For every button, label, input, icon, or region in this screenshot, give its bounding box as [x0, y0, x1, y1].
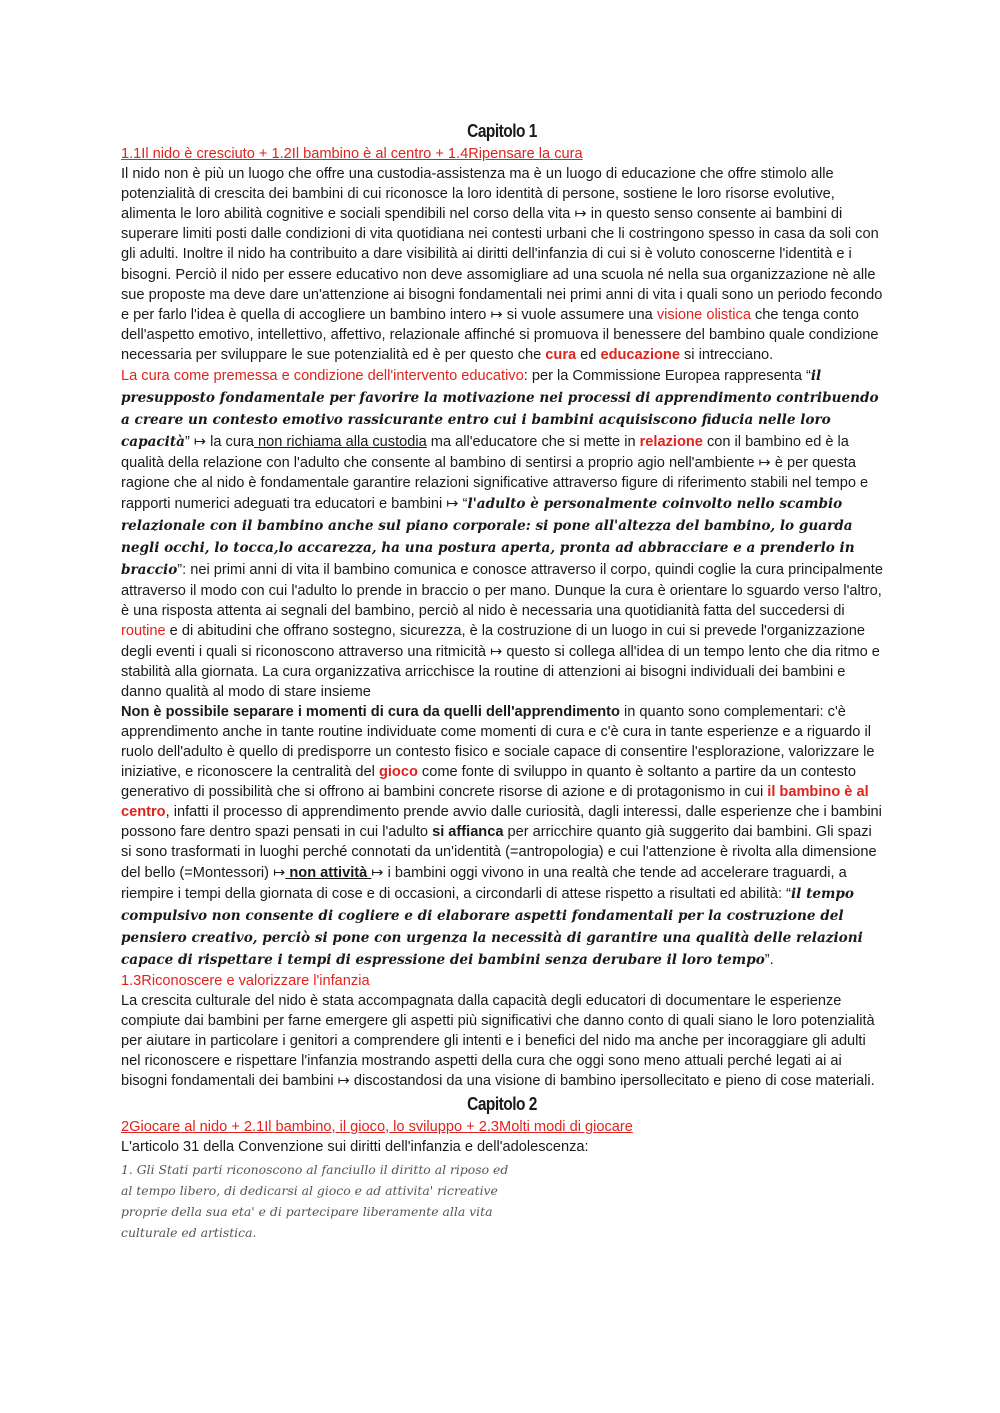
highlight-cura-premessa: La cura come premessa e condizione dell'intervento educativo [121, 368, 524, 385]
paragraph-2 [121, 365, 883, 702]
highlight-educazione: educazione [600, 346, 680, 363]
text-span: e di abitudini che offrano sostegno, sicurezza, è la costruzione di un luogo in cui si prevede l'organizzazione degli eventi i quali si riconoscono attraverso una ritmicità ↦ questo si collega all'idea di un tempo lento che dia ritmo e stabilità alla giornata. La cura organizzativa arricchisce la routine di attenzioni ai bisogni individuali dei bambini e danno qualità al modo di stare insieme [121, 623, 880, 700]
chapter-2-title: Capitolo 2 [467, 1094, 537, 1115]
highlight-cura: cura [545, 346, 577, 363]
text-span: Il nido non è più un luogo che offre una custodia-assistenza ma è un luogo di educazione che offre stimolo alle potenzialità di crescita dei bambini di cui riconosce la loro identità di persone, sostiene le loro risorse evolutive, alimenta le loro abilità cognitive e sociali spendibili nel corso della vita ↦ in questo senso consente ai bambini di superare limiti posti dalle condizioni di vita quotidiana nei contesti urbani che li costringono spesso in casa da soli con gli adulti. Inoltre il nido ha contribuito a dare visibilità ai diritti dell'infanzia di cui si è voluto conoscerne l'identità e i bisogni. Perciò il nido per essere educativo non deve assomigliare ad una scuola né nella sua organizzazione nè alle sue proposte ma deve dare un'attenzione ai bisogni fondamentali nei primi anni di vita i quali sono un periodo fecondo e per farlo l'idea è quella di accogliere un bambino intero ↦ si vuole assumere una [121, 166, 883, 323]
text-span: si intrecciano. [679, 346, 774, 363]
text-span: ma all'educatore che si mette in [426, 434, 640, 451]
paragraph-3 [121, 702, 883, 971]
text-span: ” ↦ la cura [184, 434, 254, 451]
document-content [121, 118, 883, 1243]
quote-commissione-europea: il presupposto fondamentale per favorire la motivazione nei processi di apprendimento contribuendo a creare un contesto emotivo rassicurante entro cui i bambini acquisiscono fiducia nelle loro capacità [121, 368, 879, 451]
text-span: che tenga conto dell'aspetto emotivo, intellettivo, affettivo, relazionale affinché si promuova il benessere del bambino quale condizione necessaria per sviluppare le sue potenzialità ed è per questo che [121, 306, 879, 363]
article-31-quote: 1. Gli Stati parti riconoscono al fanciullo il diritto al riposo ed al tempo libero, di dedicarsi al gioco e ad attivita' ricreative proprie della sua eta' e di partecipare liberamente alla vita culturale ed artistica. [121, 1162, 509, 1241]
text-span: come fonte di sviluppo in quanto è soltanto a partire da un contesto generativo di possibilità che si offrono ai bambini concrete risorse di azione e di protagonismo in cui [121, 764, 856, 801]
bold-non-possibile: Non è possibile separare i momenti di cura da quelli dell'apprendimento [121, 703, 620, 720]
text-span: , infatti il processo di apprendimento prende avvio dalle curiosità, dagli interessi, dalle esperienze che i bambini possono fare dentro spazi pensati in cui l'adulto [121, 804, 882, 841]
paragraph-1 [121, 164, 883, 365]
text-span: per arricchire quanto già suggerito dai bambini. Gli spazi si sono trasformati in luoghi perché connotati da un'identità (=antropologia) e cui l'attenzione è rivolta alla dimensione del bello (=Montessori) ↦ [121, 824, 877, 881]
quote-tempo-compulsivo: il tempo compulsivo non consente di cogliere e di elaborare aspetti fondamentali per la costruzione del pensiero creativo, perciò si pone con urgenza la necessità di garantire una qualità delle relazioni capace di rispettare i tempi di espressione dei bambini senza derubare il loro tempo [121, 885, 863, 968]
underline-non-attivita: non attività [285, 864, 372, 881]
bold-si-affianca: si affianca [432, 824, 504, 841]
chapter-1-heading: 1.1Il nido è cresciuto + 1.2Il bambino è al centro + 1.4Ripensare la cura [121, 146, 583, 162]
text-span: ed [576, 346, 601, 363]
text-span: con il bambino ed è la qualità della relazione con l'adulto che consente al bambino di sentirsi a proprio agio nell'ambiente ↦ è per questa ragione che al nido è fondamentale garantire relazioni significative attraverso figure di riferimento stabili nel tempo e rapporti numerici adeguati tra educatori e bambini ↦ “ [121, 434, 869, 513]
text-span: ”: nei primi anni di vita il bambino comunica e conosce attraverso il corpo, quindi coglie la cura principalmente attraverso il modo con cui l'adulto lo prende in braccio o per mano. Dunque la cura è orientare lo sguardo verso l'altro, è una risposta attenta ai segnali del bambino, perciò al nido è necessaria una quotidianità fatta del succedersi di [121, 562, 883, 620]
text-span: in quanto sono complementari: c'è apprendimento anche in tante routine individuate come momenti di cura e c'è cura in tante esperienze e a riguardo il ruolo dell'adulto è quello di predisporre un contesto fisico e sociale capace di consentire l'esplorazione, valorizzare le iniziative, e riconoscere la centralità del [121, 703, 875, 781]
chapter-1-title: Capitolo 1 [467, 121, 537, 141]
underline-non-richiama: non richiama alla custodia [253, 434, 427, 451]
highlight-bambino-centro: il bambino è al centro [121, 784, 869, 821]
subheading-1-3: 1.3Riconoscere e valorizzare l'infanzia [121, 972, 370, 989]
highlight-routine: routine [121, 623, 166, 640]
chapter-2-heading: 2Giocare al nido + 2.1Il bambino, il gioco, lo sviluppo + 2.3Molti modi di giocare [121, 1119, 633, 1136]
article-intro: L'articolo 31 della Convenzione sui diritti dell'infanzia e dell'adolescenza: [121, 1139, 589, 1156]
text-span: ”. [764, 951, 774, 968]
highlight-gioco: gioco [378, 764, 418, 781]
highlight-relazione: relazione [639, 434, 703, 451]
text-span: ↦ i bambini oggi vivono in una realtà che tende ad accelerare traguardi, a riempire i tempi della giornata di cose e di occasioni, a circondarli di attese rispetto a risultati ed abilità: “ [121, 864, 847, 902]
highlight-visione-olistica: visione olistica [656, 306, 751, 323]
quote-adulto-coinvolto: l'adulto è personalmente coinvolto nello scambio relazionale con il bambino anche sul piano corporale: si pone all'altezza del bambino, lo guarda negli occhi, lo tocca,lo accarezza, ha una postura aperta, pronta ad abbracciare e a prenderlo in braccio [121, 496, 855, 579]
text-span: : per la Commissione Europea rappresenta “ [523, 368, 811, 385]
paragraph-4: La crescita culturale del nido è stata accompagnata dalla capacità degli educatori di documentare le esperienze compiute dai bambini per farne emergere gli aspetti più significativi che danno conto di quali siano le loro potenzialità per aiutare in particolare i genitori a comprendere gli intenti e i benefici del nido ma anche per incoraggiare gli adulti nel riconoscere e rispettare l'infanzia mostrando aspetti della cura che oggi sono meno attuali perché legati ai ai bisogni fondamentali dei bambini ↦ discostandosi da una visione di bambino ipersollecitato e pieno di cose materiali. [121, 992, 875, 1090]
